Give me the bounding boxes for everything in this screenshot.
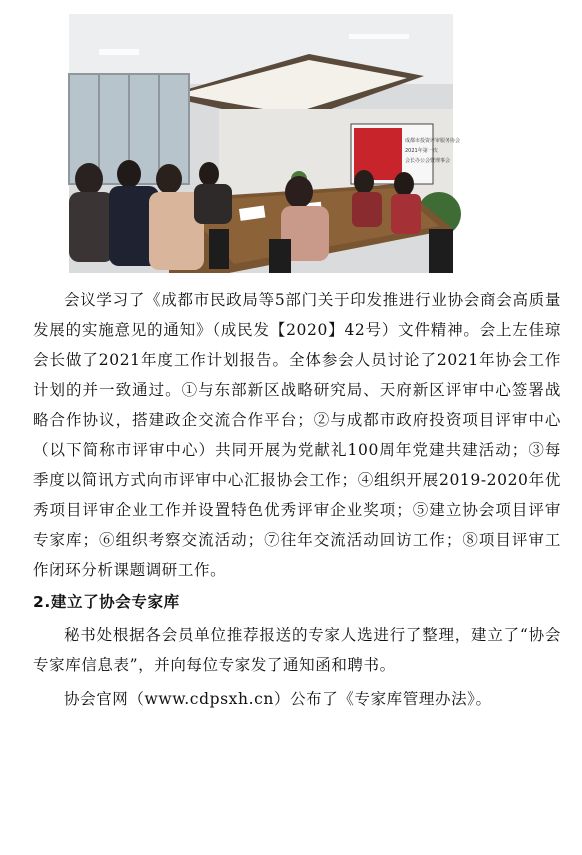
paragraph-meeting-summary: 会议学习了《成都市民政局等5部门关于印发推进行业协会商会高质量发展的实施意见的通知》（成民发【2020】42号）文件精神。会上左佳琼会长做了2021年度工作计划报告。全体参会人员讨论了2021年协会工作计划的并一致通过。①与东部新区战略研究局、天府新区评审中心签署战略合作协议，搭建政企交流合作平台；②与成都市政府投资项目评审中心（以下简称市评审中心）共同开展为党献礼100周年党建共建活动；③每季度以简讯方式向市评审中心汇报协会工作；④组织开展2019-2020年优秀项目评审企业工作并设置特色优秀评审企业奖项；⑤建立协会项目评审专家库；⑥组织考察交流活动；⑦往年交流活动回访工作；⑧项目评审工作闭环分析课题调研工作。: [33, 291, 561, 579]
screen-line-2: 2021年第一次: [405, 148, 438, 154]
paragraph-expert-database: 秘书处根据各会员单位推荐报送的专家人选进行了整理，建立了“协会专家库信息表”，并向每位专家发了通知函和聘书。: [33, 626, 561, 674]
screen-line-3: 会长办公会暨理事会: [405, 158, 451, 164]
screen-line-1: 成都市投资评审服务协会: [405, 138, 461, 144]
meeting-room-photo-icon: [69, 14, 461, 273]
section-heading-expert-database: 2.建立了协会专家库: [33, 593, 180, 611]
article-body: [33, 285, 561, 714]
paragraph-website-notice: 协会官网（www.cdpsxh.cn）公布了《专家库管理办法》。: [64, 690, 492, 708]
meeting-photo: [69, 14, 461, 273]
